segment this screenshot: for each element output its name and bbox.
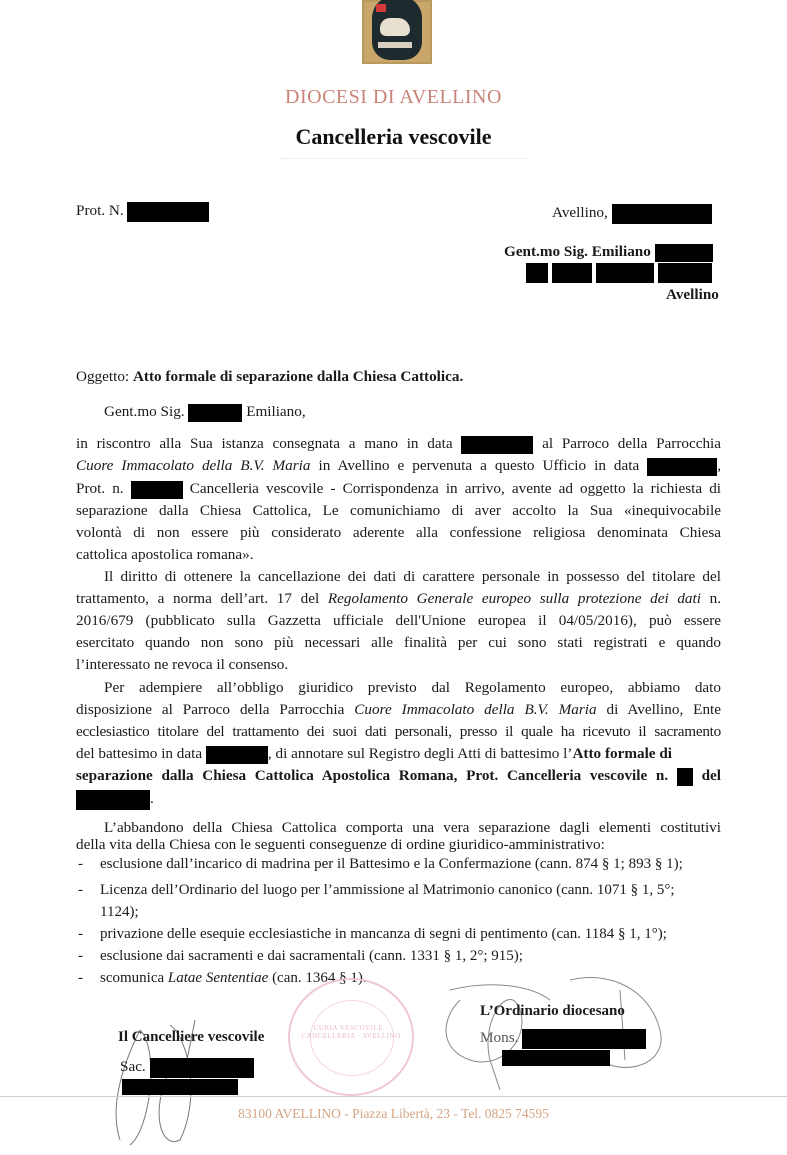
redacted-address-3 [596, 263, 654, 283]
subject-text: Atto formale di separazione dalla Chiesa Cattolica. [132, 368, 464, 385]
p1-line-3 [76, 478, 721, 500]
ordinary-title: L’Ordinario diocesano [480, 1003, 625, 1019]
redacted-date [461, 436, 533, 454]
p3-line-1: Per adempiere all’obbligo giuridico previsto dal Regolamento europeo, abbiamo dato [104, 679, 721, 696]
redacted-chancellor-name [150, 1058, 254, 1078]
list-bullet: - [78, 882, 83, 898]
salutation-suffix: Emiliano, [246, 403, 306, 420]
p2-line-5: l’interessato ne revoca il consenso. [76, 656, 289, 673]
p3-line-3: ecclesiastico titolare del trattamento dei suoi dati personali, presso il quale ha ricevuto il sacramento [76, 723, 721, 740]
place-date [552, 202, 712, 224]
list-text: privazione delle esequie ecclesiastiche in mancanza di segni di pentimento (can. 1184 § 1, 1°); [100, 926, 667, 942]
crest-lamb [380, 18, 410, 36]
text-segment: di Avellino, Ente [606, 701, 722, 718]
text-segment: . [150, 790, 154, 807]
redacted-ordinary-line [502, 1050, 610, 1066]
redacted-date [76, 790, 150, 810]
text-segment: Prot. n. [76, 480, 124, 497]
p1-line-1 [76, 433, 721, 455]
p3-line-6 [76, 788, 154, 810]
subject-line [76, 366, 463, 388]
text-segment: , di annotare sul Registro degli Atti di battesimo l’ [267, 745, 573, 762]
p3-line-5 [76, 765, 721, 787]
p1-line-5: volontà di non essere più considerato aderente alla confessione religiosa denominata Chiesa [76, 524, 721, 541]
text-segment: n. [709, 590, 722, 607]
list-bullet: - [78, 948, 83, 964]
header-divider [280, 158, 530, 160]
p2-line-1: Il diritto di ottenere la cancellazione dei dati di carattere personale in possesso del titolare del [104, 568, 721, 585]
place-label: Avellino, [552, 204, 608, 221]
list-text: scomunica [100, 970, 165, 986]
chancellor-prefix: Sac. [120, 1058, 146, 1075]
text-segment: in riscontro alla Sua istanza consegnata a mano in data [76, 435, 453, 452]
diocese-name: DIOCESI DI AVELLINO [285, 86, 502, 108]
redacted-address-2 [552, 263, 592, 283]
redacted-surname [655, 244, 713, 262]
p2-line-4: esercitato quando non sono più necessari alle finalità per cui sono stati registrati e quando [76, 634, 721, 651]
redacted-address-1 [526, 263, 548, 283]
p2-line-2 [76, 588, 721, 610]
p1-line-4: separazione dalla Chiesa Cattolica, Le comunichiamo di aver accolto la Sua «inequivocabile [76, 502, 721, 519]
chancellor-title: Il Cancelliere vescovile [118, 1029, 265, 1045]
redacted-protocol [677, 768, 693, 786]
footer-address: 83100 AVELLINO - Piazza Libertà, 23 - Tel. 0825 74595 [238, 1106, 549, 1121]
parish-name: Cuore Immacolato della B.V. Maria [354, 701, 597, 718]
ordinary-name [480, 1027, 646, 1049]
list-text: (can. 1364 § 1). [272, 970, 367, 986]
text-segment: in Avellino e pervenuta a questo Ufficio in data [318, 457, 640, 474]
redacted-ordinary-name [522, 1029, 646, 1049]
recipient-label: Gent.mo Sig. Emiliano [504, 243, 651, 260]
p3-line-2 [76, 699, 721, 721]
redacted-protocol [127, 202, 209, 222]
list-item [78, 923, 667, 945]
chancellor-name [120, 1056, 254, 1078]
stamp-text: CURIA VESCOVILE · CANCELLERIA · AVELLINO [301, 1024, 401, 1040]
text-segment: del [701, 767, 722, 784]
p4-line-2: della vita della Chiesa con le seguenti conseguenze di ordine giuridico-amministrativo: [76, 836, 605, 853]
p1-line-2 [76, 455, 721, 477]
subject-label: Oggetto: [76, 368, 130, 385]
parish-name: Cuore Immacolato della B.V. Maria [76, 457, 311, 474]
crest-base [378, 42, 412, 48]
p3-line-4 [76, 743, 672, 765]
p2-line-3: 2016/679 (pubblicato sulla Gazzetta ufficiale dell'Unione europea il 04/05/2016), può essere [76, 612, 721, 629]
text-segment: trattamento, a norma dell’art. 17 del [76, 590, 320, 607]
p4-line-1: L’abbandono della Chiesa Cattolica comporta una vera separazione dagli elementi costitutivi [104, 819, 721, 836]
text-segment: del battesimo in data [76, 745, 203, 762]
list-text: esclusione dai sacramenti e dai sacramentali (cann. 1331 § 1, 2°; 915); [100, 948, 523, 964]
list-text: esclusione dall’incarico di madrina per il Battesimo e la Confermazione (cann. 874 § 1; 893 § 1); [100, 856, 683, 872]
redacted-name [188, 404, 242, 422]
list-text: Licenza dell’Ordinario del luogo per l’ammissione al Matrimonio canonico (cann. 1071 § 1, 5°; [100, 882, 675, 898]
protocol-number [76, 200, 209, 222]
redacted-baptism-date [206, 746, 268, 764]
act-title: separazione dalla Chiesa Cattolica Apostolica Romana, Prot. Cancelleria vescovile n. [76, 767, 669, 784]
recipient-city: Avellino [666, 286, 719, 303]
official-stamp [288, 978, 414, 1096]
text-segment: Cancelleria vescovile - Corrispondenza in arrivo, avente ad oggetto la richiesta di [189, 480, 722, 497]
list-bullet: - [78, 970, 83, 986]
office-name: Cancelleria vescovile [295, 124, 492, 149]
list-item-continuation: 1124); [100, 904, 139, 920]
redacted-date [647, 458, 717, 476]
redacted-chancellor-line [122, 1079, 238, 1095]
redacted-date [612, 204, 712, 224]
redacted-protocol [131, 481, 183, 499]
list-bullet: - [78, 926, 83, 942]
salutation-prefix: Gent.mo Sig. [104, 403, 185, 420]
regulation-name: Regolamento Generale europeo sulla protezione dei dati [327, 590, 701, 607]
list-text-italic: Latae Sententiae [167, 970, 269, 986]
recipient-name [504, 241, 713, 263]
act-title: Atto formale di [572, 745, 673, 762]
recipient-address [526, 263, 712, 283]
footer-divider [0, 1096, 787, 1097]
text-segment: disposizione al Parroco della Parrocchia [76, 701, 345, 718]
crest-banner [376, 4, 386, 12]
text-segment: , [717, 457, 722, 474]
diocesan-crest-icon [362, 0, 432, 64]
salutation [104, 401, 306, 423]
list-item [78, 853, 683, 875]
redacted-address-4 [658, 263, 712, 283]
p1-line-6: cattolica apostolica romana». [76, 546, 254, 563]
protocol-label: Prot. N. [76, 202, 124, 219]
ordinary-prefix: Mons. [480, 1029, 519, 1046]
list-bullet: - [78, 856, 83, 872]
list-item [78, 879, 675, 901]
text-segment: al Parroco della Parrocchia [542, 435, 722, 452]
